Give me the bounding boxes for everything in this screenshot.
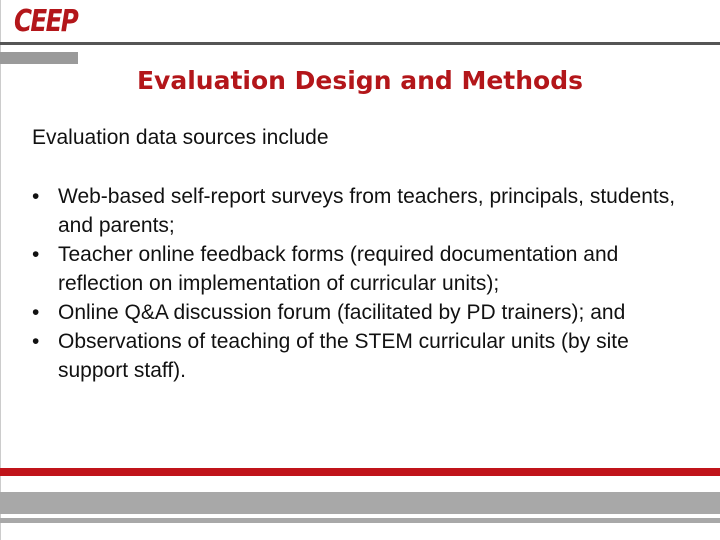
header-accent-bar <box>0 52 78 64</box>
bullet-icon: • <box>32 301 40 324</box>
bullet-icon: • <box>32 330 40 353</box>
list-item <box>30 182 690 240</box>
footer-gray-line <box>0 518 720 523</box>
list-item <box>30 327 690 385</box>
bullet-list <box>30 182 690 385</box>
bullet-icon: • <box>32 243 40 266</box>
list-item <box>30 298 690 327</box>
bullet-text: Observations of teaching of the STEM curricular units (by site support staff). <box>58 330 629 382</box>
slide-title: Evaluation Design and Methods <box>136 66 584 95</box>
list-item <box>30 240 690 298</box>
header-rule <box>0 42 720 45</box>
bullet-text: Web-based self-report surveys from teachers, principals, students, and parents; <box>58 185 676 237</box>
bullet-icon: • <box>32 185 40 208</box>
bullet-text: Teacher online feedback forms (required documentation and reflection on implementation of curricular units); <box>58 243 619 295</box>
intro-text: Evaluation data sources include <box>32 126 329 149</box>
logo: CEEP <box>14 4 78 39</box>
footer-gray-bar <box>0 492 720 514</box>
bullet-text: Online Q&A discussion forum (facilitated by PD trainers); and <box>58 301 626 324</box>
footer-red-bar <box>0 468 720 476</box>
